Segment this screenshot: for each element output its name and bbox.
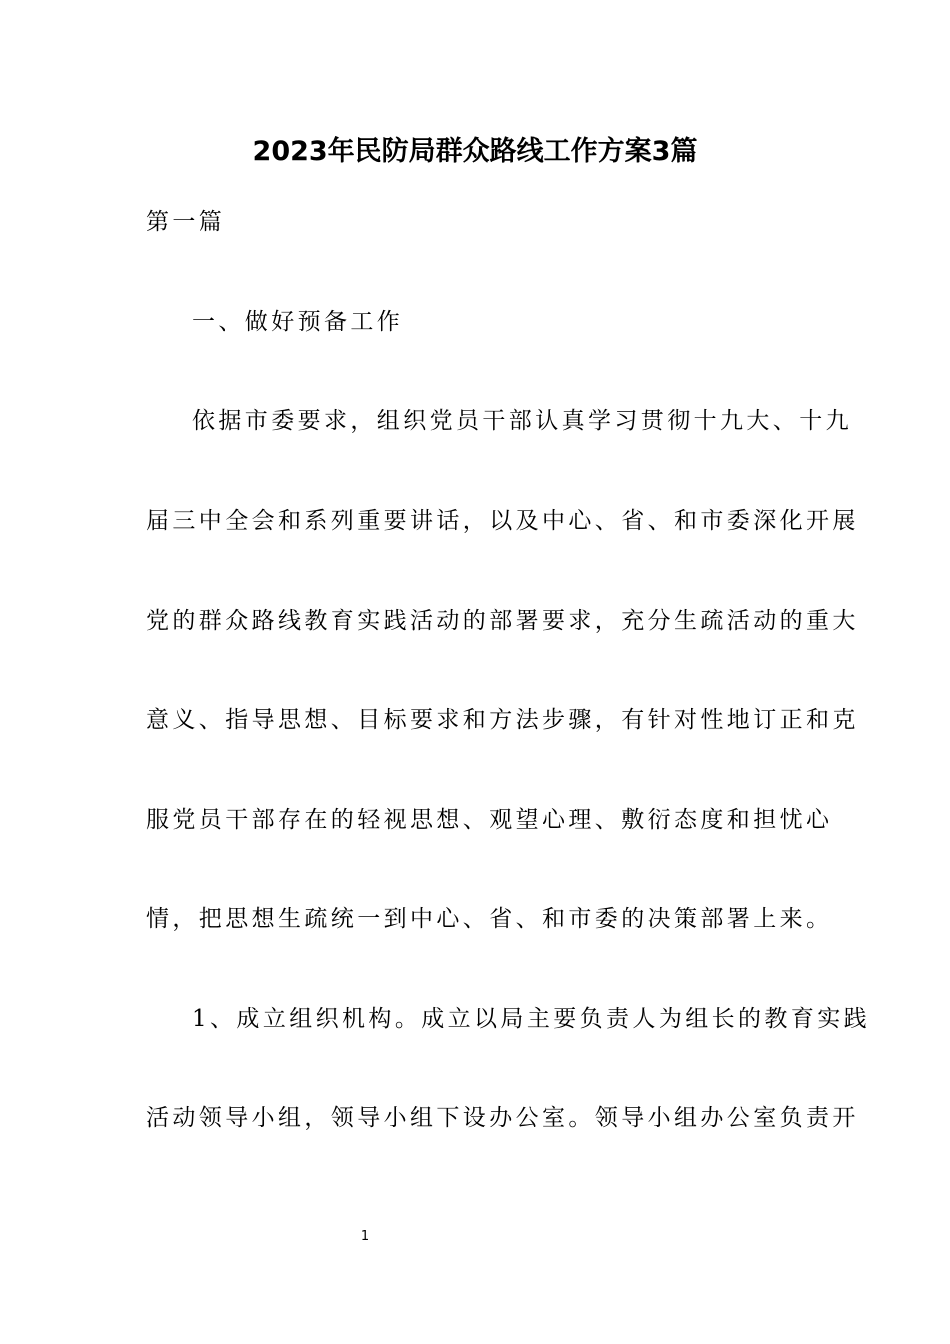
- body-line: 党的群众路线教育实践活动的部署要求，充分生疏活动的重大: [146, 608, 859, 634]
- page-number: 1: [360, 1229, 370, 1244]
- document-title: 2023年民防局群众路线工作方案3篇: [252, 136, 698, 167]
- body-line: 届三中全会和系列重要讲话，以及中心、省、和市委深化开展: [146, 508, 859, 534]
- body-line: 情，把思想生疏统一到中心、省、和市委的决策部署上来。: [146, 906, 833, 932]
- body-line: 服党员干部存在的轻视思想、观望心理、敷衍态度和担忧心: [146, 807, 833, 833]
- body-line: 依据市委要求，组织党员干部认真学习贯彻十九大、十九: [192, 408, 852, 434]
- section-heading: 第一篇: [146, 209, 226, 235]
- body-line: 活动领导小组，领导小组下设办公室。领导小组办公室负责开: [146, 1105, 859, 1131]
- body-line: 意义、指导思想、目标要求和方法步骤，有针对性地订正和克: [146, 707, 859, 733]
- subsection-heading: 一、做好预备工作: [192, 309, 404, 335]
- body-line: 1、成立组织机构。成立以局主要负责人为组长的教育实践: [192, 1006, 871, 1032]
